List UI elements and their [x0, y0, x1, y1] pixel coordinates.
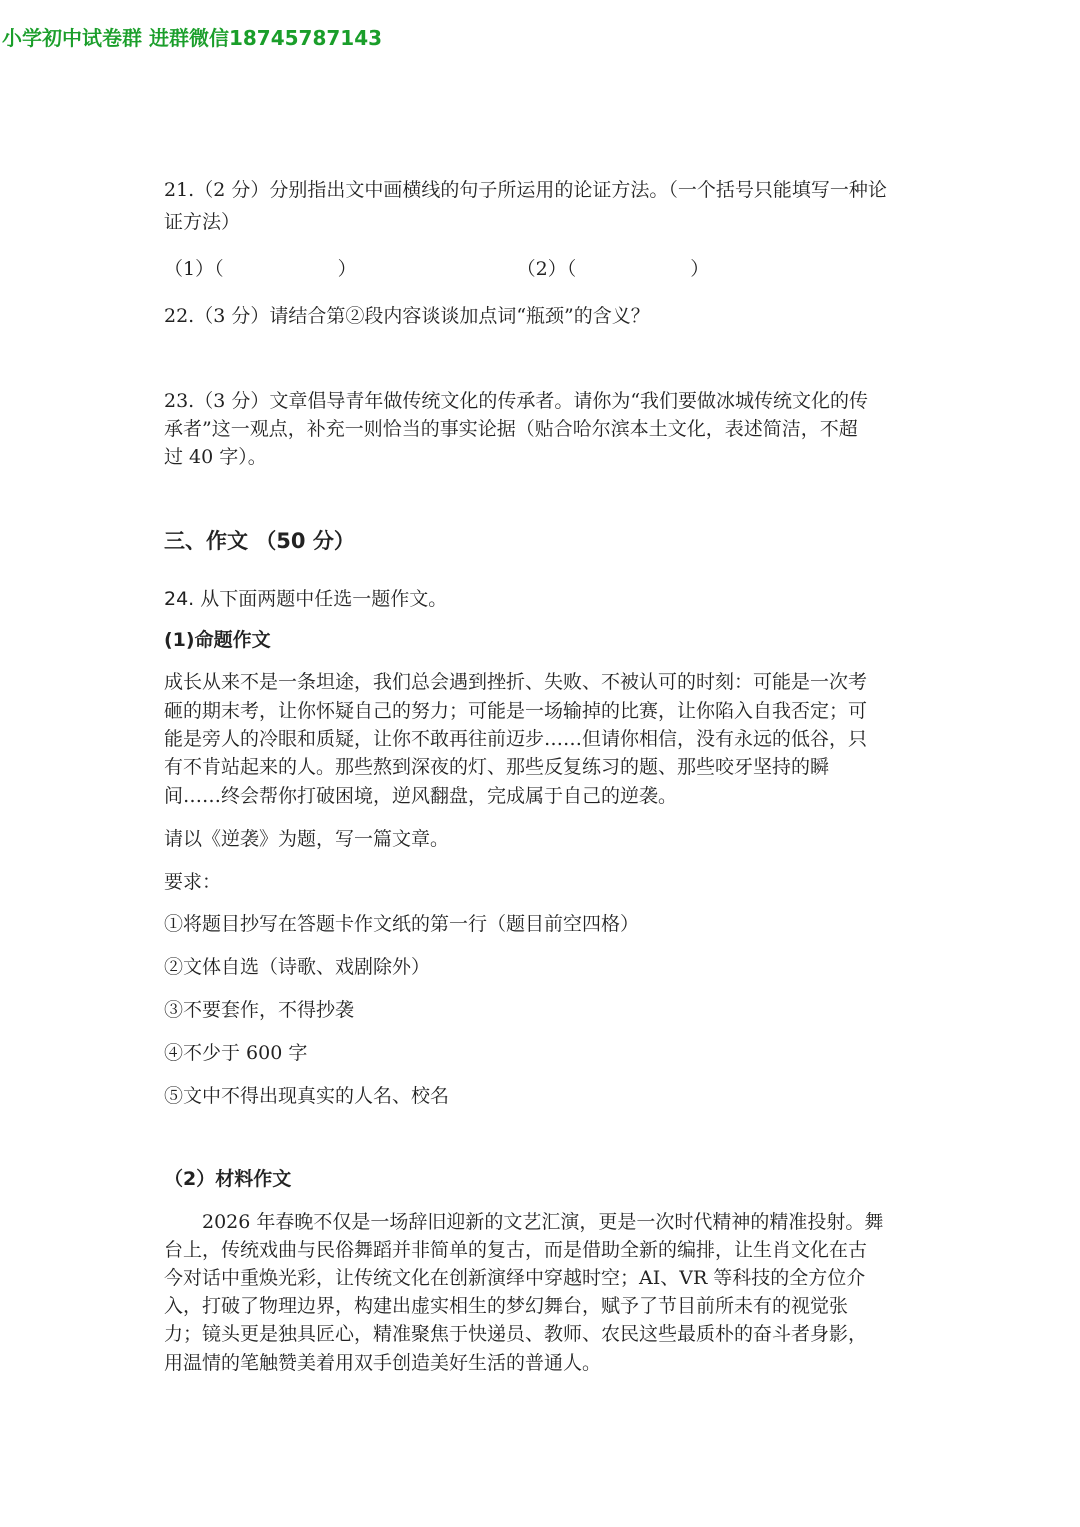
- part-1-prompt: 请以《逆袭》为题，写一篇文章。: [164, 828, 450, 850]
- part-1-para-line: 砸的期末考，让你怀疑自己的努力；可能是一场输掉的比赛，让你陷入自我否定；可: [164, 700, 868, 722]
- part-2-para-line: 今对话中重焕光彩，让传统文化在创新演绎中穿越时空；AI、VR 等科技的全方位介: [164, 1267, 866, 1289]
- part-2-para-line: 台上，传统戏曲与民俗舞蹈并非简单的复古，而是借助全新的编排，让生肖文化在古: [164, 1239, 868, 1261]
- part-2-para-line: 入，打破了物理边界，构建出虚实相生的梦幻舞台，赋予了节目前所未有的视觉张: [164, 1295, 849, 1317]
- part-2-para-line: 力；镜头更是独具匠心，精准聚焦于快递员、教师、农民这些最质朴的奋斗者身影，: [164, 1323, 868, 1345]
- section-3-title: 三、作文 （50 分）: [164, 529, 355, 553]
- q24-instruction: 24. 从下面两题中任选一题作文。: [164, 588, 448, 610]
- requirement-item: ④不少于 600 字: [164, 1042, 308, 1064]
- q21-blank-1-open: （1）（: [164, 258, 224, 280]
- q21-line-2: 证方法）: [164, 211, 241, 233]
- requirement-item: ③不要套作，不得抄袭: [164, 999, 355, 1021]
- requirement-item: ②文体自选（诗歌、戏剧除外）: [164, 956, 431, 978]
- part-1-para-line: 有不肯站起来的人。那些熬到深夜的灯、那些反复练习的题、那些咬牙坚持的瞬: [164, 756, 830, 778]
- requirement-item: ⑤文中不得出现真实的人名、校名: [164, 1085, 450, 1107]
- q21-blank-1-close: ）: [337, 258, 357, 280]
- q21-blank-2-open: （2）（: [516, 258, 577, 280]
- q21-line-1: 21.（2 分）分别指出文中画横线的句子所运用的论证方法。（一个括号只能填写一种论: [164, 179, 887, 201]
- part-2-title: （2）材料作文: [164, 1168, 292, 1190]
- q21-blanks: [164, 255, 709, 283]
- part-1-title: (1)命题作文: [164, 629, 271, 651]
- part-1-para-line: 成长从来不是一条坦途，我们总会遇到挫折、失败、不被认可的时刻：可能是一次考: [164, 671, 868, 693]
- part-2-para-line: 2026 年春晚不仅是一场辞旧迎新的文艺汇演，更是一次时代精神的精准投射。舞: [202, 1211, 884, 1233]
- requirements-label: 要求：: [164, 871, 222, 893]
- watermark: 小学初中试卷群 进群微信18745787143: [2, 26, 383, 50]
- part-1-para-line: 能是旁人的冷眼和质疑，让你不敢再往前迈步……但请你相信，没有永远的低谷，只: [164, 728, 868, 750]
- q23-line-1: 23.（3 分）文章倡导青年做传统文化的传承者。请你为“我们要做冰城传统文化的传: [164, 390, 869, 412]
- q23-line-2: 承者”这一观点，补充一则恰当的事实论据（贴合哈尔滨本土文化，表述简洁，不超: [164, 418, 858, 440]
- q23-line-3: 过 40 字）。: [164, 446, 267, 468]
- q22-line-1: 22.（3 分）请结合第②段内容谈谈加点词“瓶颈”的含义？: [164, 305, 650, 327]
- q21-blank-2-close: ）: [690, 258, 710, 280]
- part-2-para-line: 用温情的笔触赞美着用双手创造美好生活的普通人。: [164, 1352, 602, 1374]
- requirement-item: ①将题目抄写在答题卡作文纸的第一行（题目前空四格）: [164, 913, 640, 935]
- part-1-para-line: 间……终会帮你打破困境，逆风翻盘，完成属于自己的逆袭。: [164, 785, 678, 807]
